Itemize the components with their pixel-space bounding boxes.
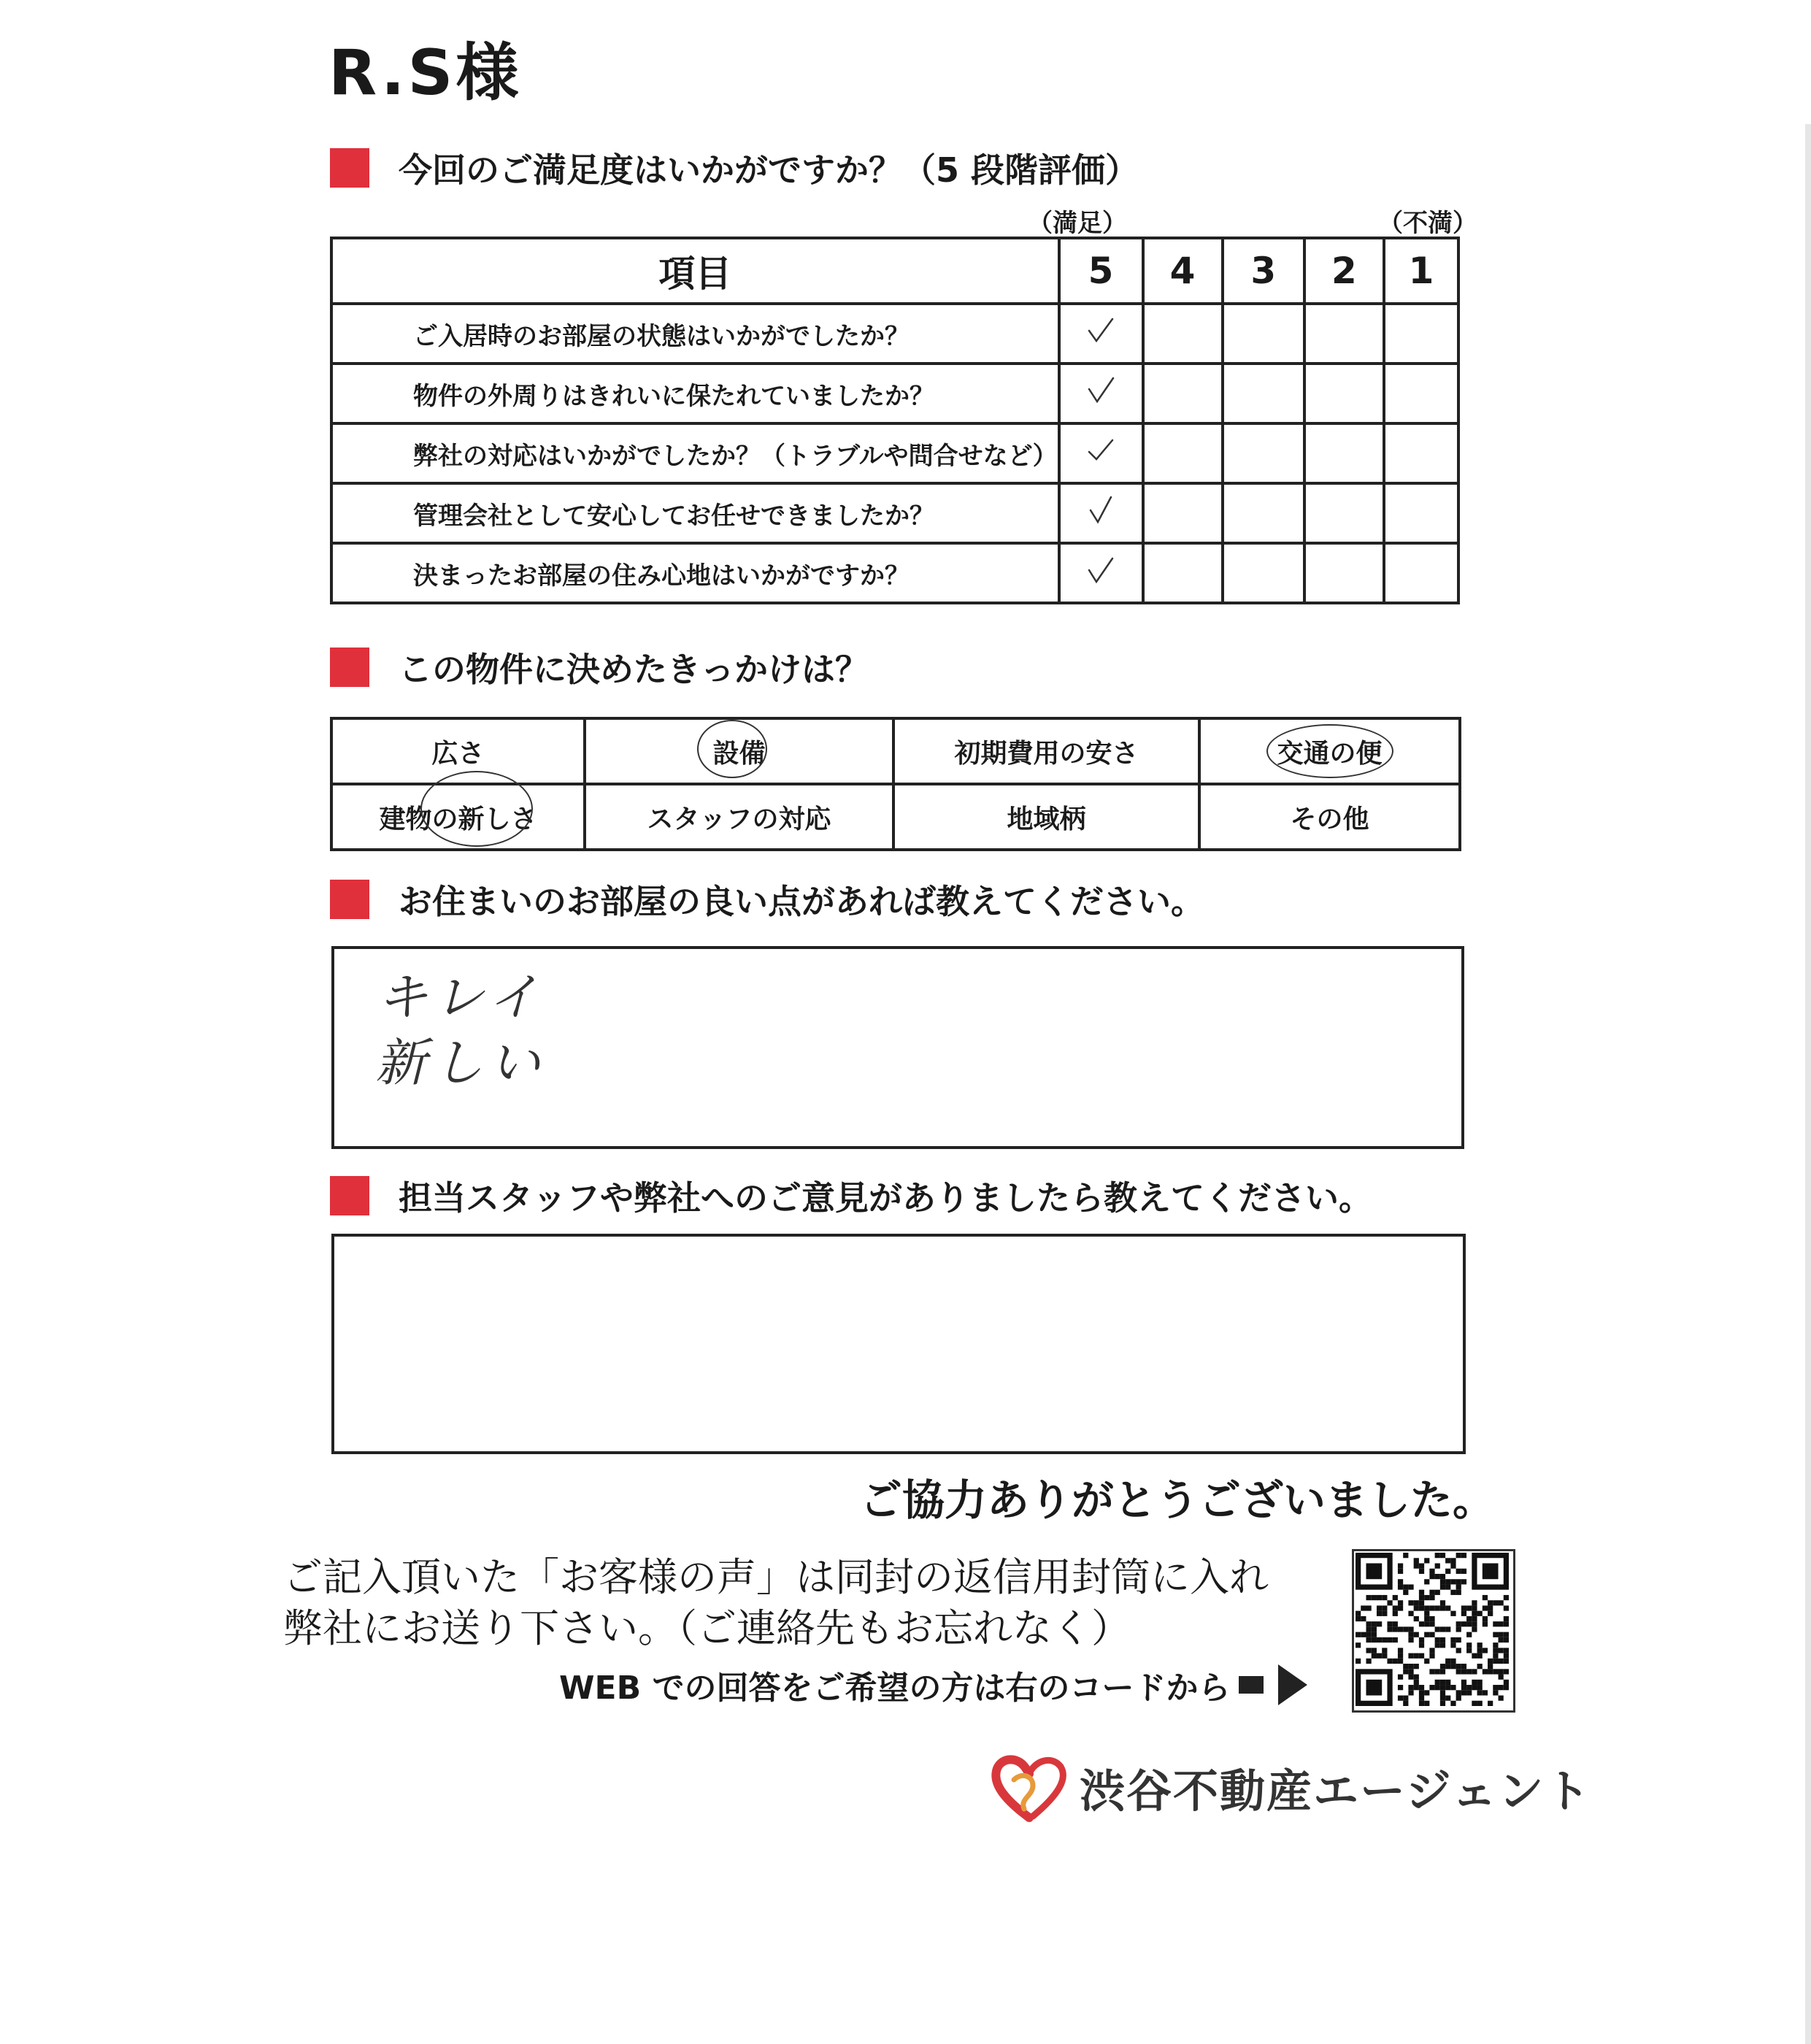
rating-cell-1[interactable] [1384,483,1458,543]
reason-option[interactable]: 広さ [331,718,585,784]
table-row [331,304,1458,364]
rating-cell-3[interactable] [1223,364,1304,423]
rating-cell-4[interactable] [1143,543,1223,603]
rating-cell-1[interactable] [1384,304,1458,364]
reason-option[interactable]: スタッフの対応 [585,784,893,850]
check-mark-icon [1086,496,1115,525]
rating-cell-4[interactable] [1143,483,1223,543]
header-score-2: 2 [1304,238,1384,304]
good-points-box[interactable] [331,946,1464,1149]
rating-cell-5[interactable] [1059,364,1143,423]
handwritten-line-2: 新しい [375,1033,546,1093]
table-row [331,483,1458,543]
question-main: 弊社の対応はいかがでしたか？（トラブルや問合せなど） [413,441,1058,471]
rating-cell-2[interactable] [1304,304,1384,364]
check-mark-icon [1086,376,1115,405]
qr-code-icon[interactable] [1352,1549,1515,1713]
qr-code-graphic [1356,1553,1509,1706]
reason-option[interactable]: 交通の便 [1199,718,1460,784]
rating-cell-5[interactable] [1059,423,1143,483]
satisfaction-table [330,237,1460,604]
rating-cell-2[interactable] [1304,423,1384,483]
rating-cell-4[interactable] [1143,423,1223,483]
table-row [331,423,1458,483]
section-comments-text: 担当スタッフや弊社へのご意見がありましたら教えてください。 [399,1178,1372,1218]
rating-cell-1[interactable] [1384,423,1458,483]
arrow-right-icon [1239,1676,1264,1694]
rating-cell-5[interactable] [1059,304,1143,364]
rating-cell-3[interactable] [1223,483,1304,543]
question-text: 決まったお部屋の住み心地はいかがですか？ [331,543,1059,603]
comments-box[interactable] [331,1234,1466,1454]
table-row [331,364,1458,423]
customer-name-title: R.S様 [328,36,522,110]
section-comments-heading [330,1174,1372,1218]
header-score-1: 1 [1384,238,1458,304]
header-item: 項目 [331,238,1059,304]
section-marker-icon [330,648,369,687]
thanks-message: ご協力ありがとうございました。 [860,1475,1496,1525]
web-answer-text: WEB での回答をご希望の方は右のコードから [559,1670,1231,1707]
header-score-4: 4 [1143,238,1223,304]
section-marker-icon [330,148,369,188]
section-good-points-heading [330,877,1204,921]
reasons-row [331,784,1460,850]
rating-cell-2[interactable] [1304,364,1384,423]
rating-cell-2[interactable] [1304,543,1384,603]
reason-option[interactable]: 建物の新しさ [331,784,585,850]
section-good-points-text: お住まいのお部屋の良い点があれば教えてください。 [399,882,1204,921]
heart-logo-icon [989,1751,1069,1824]
section-marker-icon [330,1176,369,1215]
rating-cell-5[interactable] [1059,543,1143,603]
scan-edge [1805,124,1811,2044]
company-logo [989,1751,1592,1824]
rating-cell-3[interactable] [1223,423,1304,483]
table-header-row [331,238,1458,304]
reason-option[interactable]: その他 [1199,784,1460,850]
reason-option[interactable]: 初期費用の安さ [893,718,1199,784]
scale-label-low: （不満） [1378,209,1477,238]
footer-note-line-2: 弊社にお送り下さい。（ご連絡先もお忘れなく） [283,1605,1131,1651]
scale-label-high: （満足） [1028,209,1127,238]
section-satisfaction-heading [330,146,1139,190]
rating-cell-1[interactable] [1384,543,1458,603]
reason-option[interactable]: 設備 [585,718,893,784]
section-satisfaction-text: 今回のご満足度はいかがですか？（5 段階評価） [399,150,1139,190]
check-mark-icon [1086,436,1115,465]
check-mark-icon [1086,316,1115,345]
check-mark-icon [1086,556,1115,585]
question-text: 管理会社として安心してお任せできましたか？ [331,483,1059,543]
rating-cell-4[interactable] [1143,364,1223,423]
rating-cell-4[interactable] [1143,304,1223,364]
reason-option[interactable]: 地域柄 [893,784,1199,850]
rating-cell-5[interactable] [1059,483,1143,543]
rating-cell-2[interactable] [1304,483,1384,543]
header-score-5: 5 [1059,238,1143,304]
question-text [331,423,1059,483]
rating-cell-3[interactable] [1223,543,1304,603]
question-text: ご入居時のお部屋の状態はいかがでしたか？ [331,304,1059,364]
question-text: 物件の外周りはきれいに保たれていましたか？ [331,364,1059,423]
section-reason-text: この物件に決めたきっかけは？ [399,650,869,689]
reasons-table [330,717,1461,851]
rating-cell-1[interactable] [1384,364,1458,423]
section-marker-icon [330,880,369,919]
rating-cell-3[interactable] [1223,304,1304,364]
table-row [331,543,1458,603]
footer-note-line-1: ご記入頂いた「お客様の声」は同封の返信用封筒に入れ [283,1554,1269,1600]
company-name: 渋谷不動産エージェント [1080,1764,1592,1818]
web-answer-prompt [559,1661,1307,1708]
handwritten-line-1: キレイ [377,967,545,1027]
arrow-right-head [1278,1664,1307,1705]
reasons-row [331,718,1460,784]
section-reason-heading [330,645,869,689]
header-score-3: 3 [1223,238,1304,304]
